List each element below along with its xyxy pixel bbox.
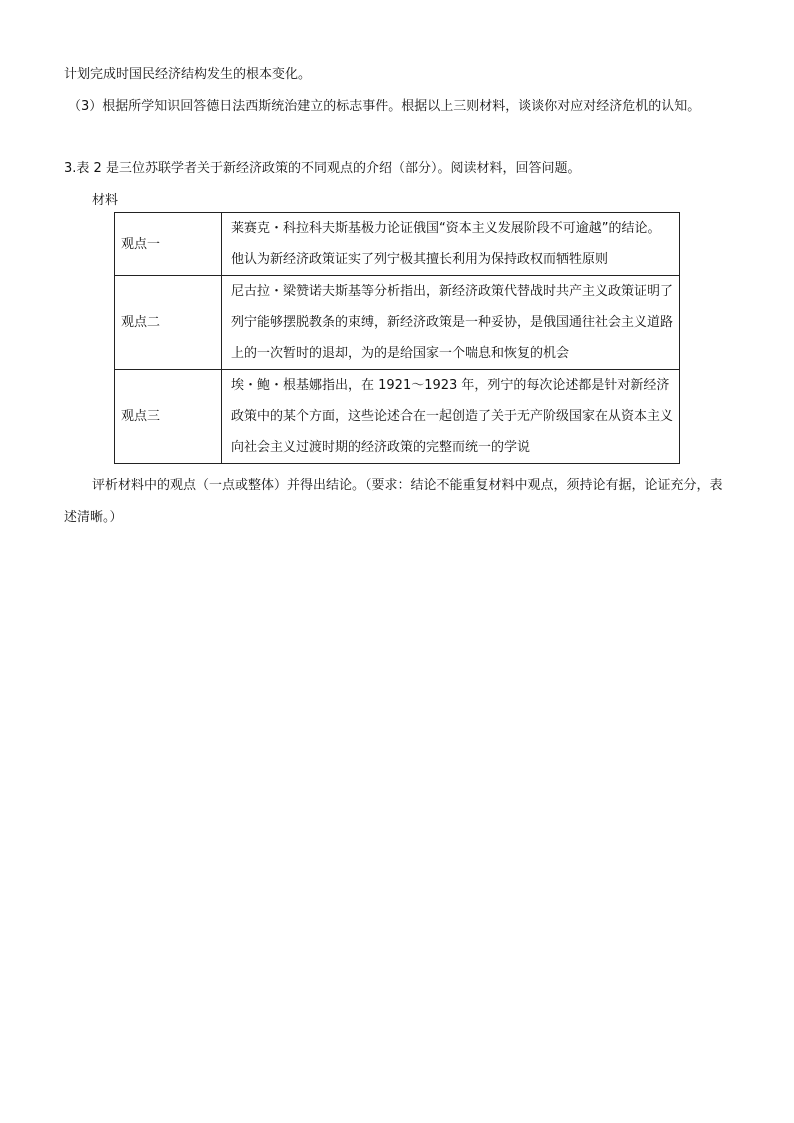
material-label: 材料 bbox=[92, 193, 119, 208]
paragraph-line-1: 计划完成时国民经济结构发生的根本变化。 bbox=[64, 67, 312, 82]
question-3-sub: （3）根据所学知识回答德日法西斯统治建立的标志事件。根据以上三则材料，谈谈你对应对经济危机的认知。 bbox=[68, 99, 701, 114]
row-label-1: 观点一 bbox=[115, 213, 222, 276]
viewpoints-table bbox=[114, 212, 680, 464]
row-text-3-content: 埃・鲍・根基娜指出，在 1921～1923 年，列宁的每次论述都是针对新经济政策中的某个方面，这些论述合在一起创造了关于无产阶级国家在从资本主义向社会主义过渡时期的经济政策的完整而统一的学说 bbox=[231, 378, 674, 455]
table-row bbox=[115, 276, 680, 370]
row-text-2-content: 尼古拉・梁赞诺夫斯基等分析指出，新经济政策代替战时共产主义政策证明了列宁能够摆脱教条的束缚，新经济政策是一种妥协，是俄国通往社会主义道路上的一次暂时的退却，为的是给国家一个喘息和恢复的机会 bbox=[231, 284, 674, 361]
row-text-2 bbox=[222, 276, 680, 370]
question-heading: 3.表 2 是三位苏联学者关于新经济政策的不同观点的介绍（部分）。阅读材料，回答问题。 bbox=[64, 161, 581, 176]
row-label-3: 观点三 bbox=[115, 370, 222, 464]
table-row bbox=[115, 213, 680, 276]
row-label-2: 观点二 bbox=[115, 276, 222, 370]
evaluation-instruction: 评析材料中的观点（一点或整体）并得出结论。（要求：结论不能重复材料中观点，须持论有据，论证充分，表述清晰。） bbox=[64, 478, 723, 525]
row-text-3 bbox=[222, 370, 680, 464]
row-text-1-content: 莱赛克・科拉科夫斯基极力论证俄国“资本主义发展阶段不可逾越”的结论。他认为新经济政策证实了列宁极其擅长利用为保持政权而牺牲原则 bbox=[231, 221, 661, 267]
table-row bbox=[115, 370, 680, 464]
row-text-1 bbox=[222, 213, 680, 276]
